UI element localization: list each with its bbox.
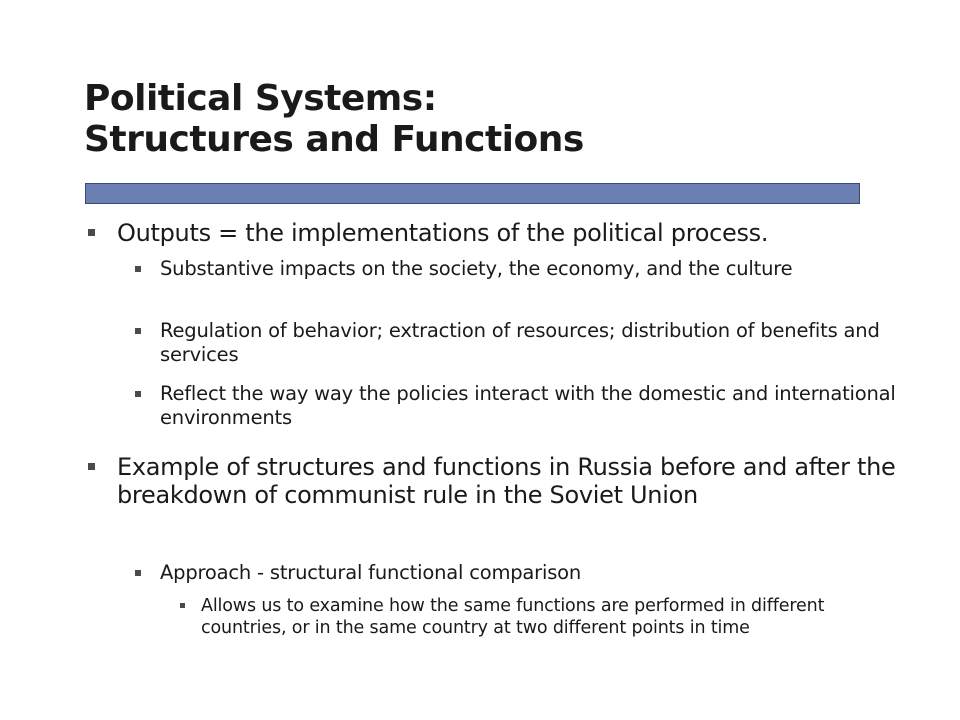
square-bullet-icon	[135, 328, 141, 334]
bullet-approach	[160, 561, 910, 585]
square-bullet-icon	[135, 570, 141, 576]
bullet-substantive	[160, 257, 910, 281]
bullet-text: Approach - structural functional comparison	[160, 561, 582, 584]
square-bullet-icon	[135, 391, 141, 397]
bullet-regulation	[160, 319, 910, 367]
slide-title-line-1: Political Systems:	[84, 78, 437, 119]
bullet-outputs	[117, 219, 917, 247]
bullet-reflect	[160, 382, 920, 430]
square-bullet-icon	[88, 463, 95, 470]
bullet-allows	[201, 595, 911, 639]
square-bullet-icon	[135, 266, 141, 272]
slide-title-line-2: Structures and Functions	[84, 119, 584, 160]
bullet-text: Allows us to examine how the same functions are performed in different countries, or in the same country at two different points in time	[201, 596, 825, 638]
bullet-text: Substantive impacts on the society, the economy, and the culture	[160, 257, 793, 280]
bullet-example	[117, 453, 907, 509]
bullet-text: Reflect the way way the policies interact with the domestic and international environments	[160, 382, 896, 429]
bullet-text: Regulation of behavior; extraction of resources; distribution of benefits and services	[160, 319, 880, 366]
bullet-text: Outputs = the implementations of the political process.	[117, 219, 769, 247]
square-bullet-icon	[88, 229, 95, 236]
square-bullet-icon	[180, 603, 185, 608]
bullet-text: Example of structures and functions in Russia before and after the breakdown of communist rule in the Soviet Union	[117, 453, 896, 509]
